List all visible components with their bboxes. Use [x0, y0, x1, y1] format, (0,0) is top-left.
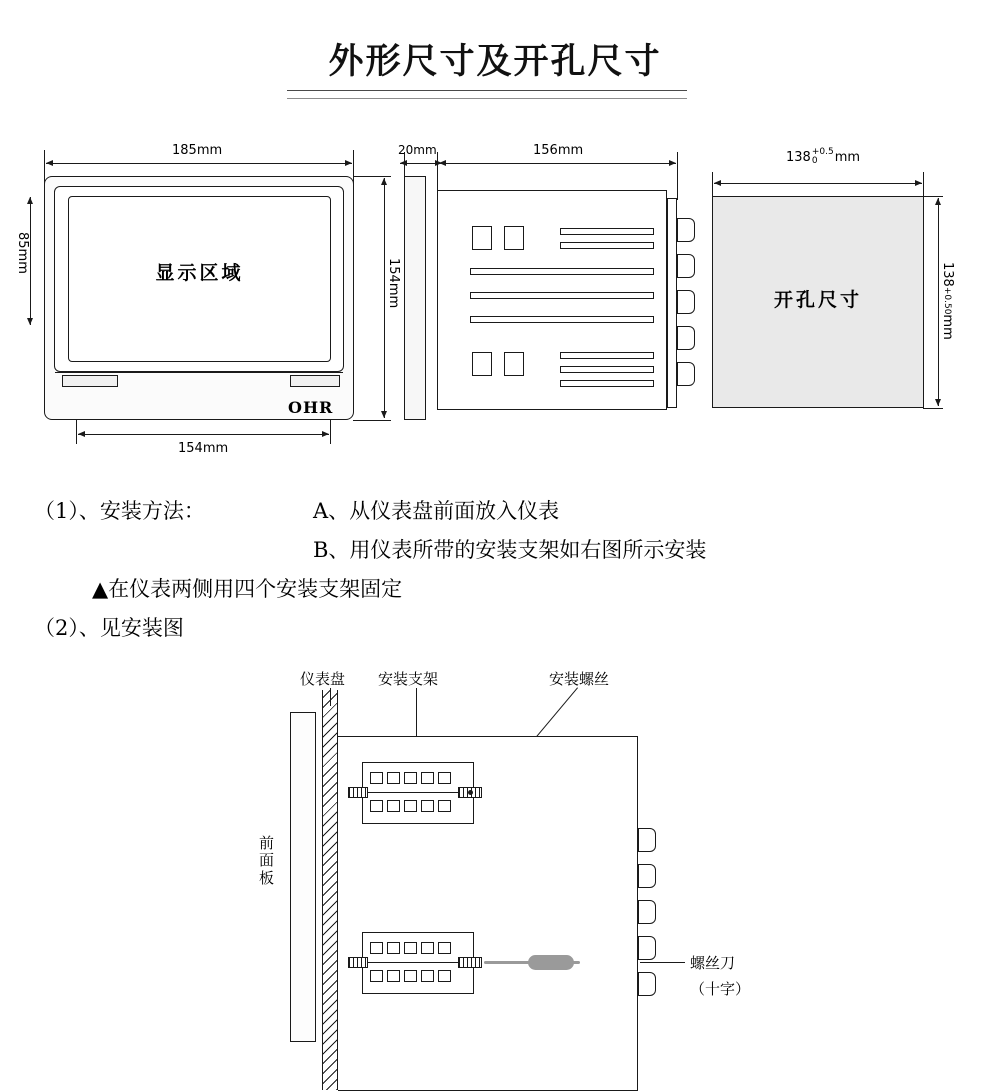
label-front-panel: 前面板 — [258, 834, 274, 887]
bracket-lower-cell-4 — [421, 942, 434, 954]
label-screwdriver-sub: （十字） — [690, 980, 751, 998]
instruction-2: （2）、见安装图 — [34, 616, 184, 640]
install-terminal-4 — [638, 936, 656, 960]
bracket-lower-cell-7 — [387, 970, 400, 982]
cutout-width-arrow — [714, 183, 922, 184]
mounting-screw-upper-left — [348, 787, 368, 798]
terminal-block-3 — [677, 290, 695, 314]
display-area-label: 显示区域 — [155, 262, 244, 284]
instruction-1-prefix: （1）、安装方法： — [34, 499, 205, 523]
bracket-lower-cell-2 — [387, 942, 400, 954]
label-bracket: 安装支架 — [378, 670, 439, 688]
bracket-upper-cell-6 — [370, 800, 383, 812]
instrument-front-panel — [290, 712, 316, 1042]
front-height-arrow — [384, 178, 385, 418]
page-title-container — [0, 34, 990, 90]
front-button-strip-left — [62, 375, 118, 387]
cutout-width-tol-upper: +0.5 — [811, 147, 834, 157]
mounting-screw-lower-left — [348, 957, 368, 968]
cutout-width-ext-right — [923, 172, 924, 198]
instruction-1-note: ▲在仪表两侧用四个安装支架固定 — [92, 577, 403, 601]
side-front-depth-label: 20mm — [398, 143, 437, 157]
bracket-lower-cell-5 — [438, 942, 451, 954]
bracket-upper-cell-10 — [438, 800, 451, 812]
front-bottom-width-arrow — [78, 434, 329, 435]
cutout-width-label — [786, 148, 860, 167]
bracket-lower-cell-3 — [404, 942, 417, 954]
bracket-upper-cell-4 — [421, 772, 434, 784]
bracket-lower-cell-6 — [370, 970, 383, 982]
bracket-upper-cell-1 — [370, 772, 383, 784]
leader-screwdriver — [640, 962, 685, 963]
bracket-upper-cell-8 — [404, 800, 417, 812]
side-body-depth-label: 156mm — [533, 143, 584, 158]
terminal-block-1 — [677, 218, 695, 242]
front-width-label: 185mm — [172, 143, 223, 158]
side-front-ext-right — [437, 152, 438, 192]
front-width-arrow — [46, 163, 352, 164]
cutout-height-label — [940, 262, 955, 340]
cutout-label: 开孔尺寸 — [773, 289, 862, 311]
cutout-width-tol-lower: 0 — [811, 156, 818, 167]
install-terminal-2 — [638, 864, 656, 888]
title-divider-bottom — [287, 98, 687, 99]
cutout-height-tol-lower: 0 — [942, 308, 952, 315]
front-height-ext-top — [353, 176, 391, 177]
bracket-upper-cell-7 — [387, 800, 400, 812]
side-vent-slot-3 — [470, 268, 654, 275]
front-screen-height-arrow — [30, 197, 31, 325]
cutout-height-arrow — [938, 198, 939, 406]
side-vent-slot-1 — [560, 228, 654, 235]
cutout-height-ext-top — [923, 196, 943, 197]
cutout-width-tolerance — [812, 148, 834, 167]
cutout-height-ext-bottom — [923, 408, 943, 409]
page-title: 外形尺寸及开孔尺寸 — [328, 41, 662, 82]
cutout-height-tol-upper: +0.5 — [942, 286, 952, 309]
label-screw: 安装螺丝 — [549, 670, 610, 688]
side-vent-slot-6 — [560, 352, 654, 359]
cutout-height-value: 138 — [940, 262, 955, 287]
label-screwdriver: 螺丝刀 — [690, 954, 736, 972]
instruction-1b: B、用仪表所带的安装支架如右图所示安装 — [313, 538, 707, 562]
cutout-height-unit: mm — [940, 314, 955, 340]
front-width-ext-right — [353, 150, 354, 184]
front-panel-divider — [55, 372, 343, 373]
brand-logo: OHR — [288, 398, 334, 417]
side-front-depth-arrow — [400, 163, 442, 164]
label-panel-board: 仪表盘 — [300, 670, 346, 688]
screwdriver-handle — [528, 955, 574, 970]
side-body-outline — [437, 190, 667, 410]
side-vent-square-2 — [504, 226, 524, 250]
cutout-width-value: 138 — [786, 149, 811, 165]
bracket-lower-cell-10 — [438, 970, 451, 982]
side-rear-bar — [667, 198, 677, 408]
front-bottom-ext-left — [76, 420, 77, 444]
side-vent-slot-5 — [470, 316, 654, 323]
front-height-ext-bottom — [353, 420, 391, 421]
bracket-upper-cell-9 — [421, 800, 434, 812]
front-height-label: 154mm — [386, 258, 401, 309]
front-screen-height-label: 85mm — [15, 232, 30, 274]
side-body-ext-right — [677, 152, 678, 200]
cutout-width-ext-left — [712, 172, 713, 198]
bracket-upper-cell-2 — [387, 772, 400, 784]
install-terminal-3 — [638, 900, 656, 924]
panel-board-hatch — [322, 690, 338, 1090]
side-vent-slot-7 — [560, 366, 654, 373]
side-vent-slot-4 — [470, 292, 654, 299]
instruction-1a: A、从仪表盘前面放入仪表 — [313, 499, 560, 523]
mounting-screw-lower-right — [458, 957, 482, 968]
front-bottom-width-label: 154mm — [178, 441, 229, 456]
cutout-width-unit: mm — [834, 149, 861, 165]
bracket-upper-cell-3 — [404, 772, 417, 784]
side-vent-slot-2 — [560, 242, 654, 249]
front-button-strip-right — [290, 375, 340, 387]
terminal-block-4 — [677, 326, 695, 350]
bracket-lower-cell-9 — [421, 970, 434, 982]
side-body-depth-arrow — [439, 163, 676, 164]
bracket-upper-cell-5 — [438, 772, 451, 784]
side-front-plate — [404, 176, 426, 420]
bracket-lower-cell-8 — [404, 970, 417, 982]
side-vent-square-4 — [504, 352, 524, 376]
install-terminal-1 — [638, 828, 656, 852]
terminal-block-2 — [677, 254, 695, 278]
screw-callout-point — [468, 790, 473, 795]
side-vent-square-1 — [472, 226, 492, 250]
side-vent-slot-8 — [560, 380, 654, 387]
side-vent-square-3 — [472, 352, 492, 376]
install-terminal-5 — [638, 972, 656, 996]
bracket-lower-cell-1 — [370, 942, 383, 954]
front-bottom-ext-right — [330, 420, 331, 444]
terminal-block-5 — [677, 362, 695, 386]
title-divider-top — [287, 90, 687, 91]
